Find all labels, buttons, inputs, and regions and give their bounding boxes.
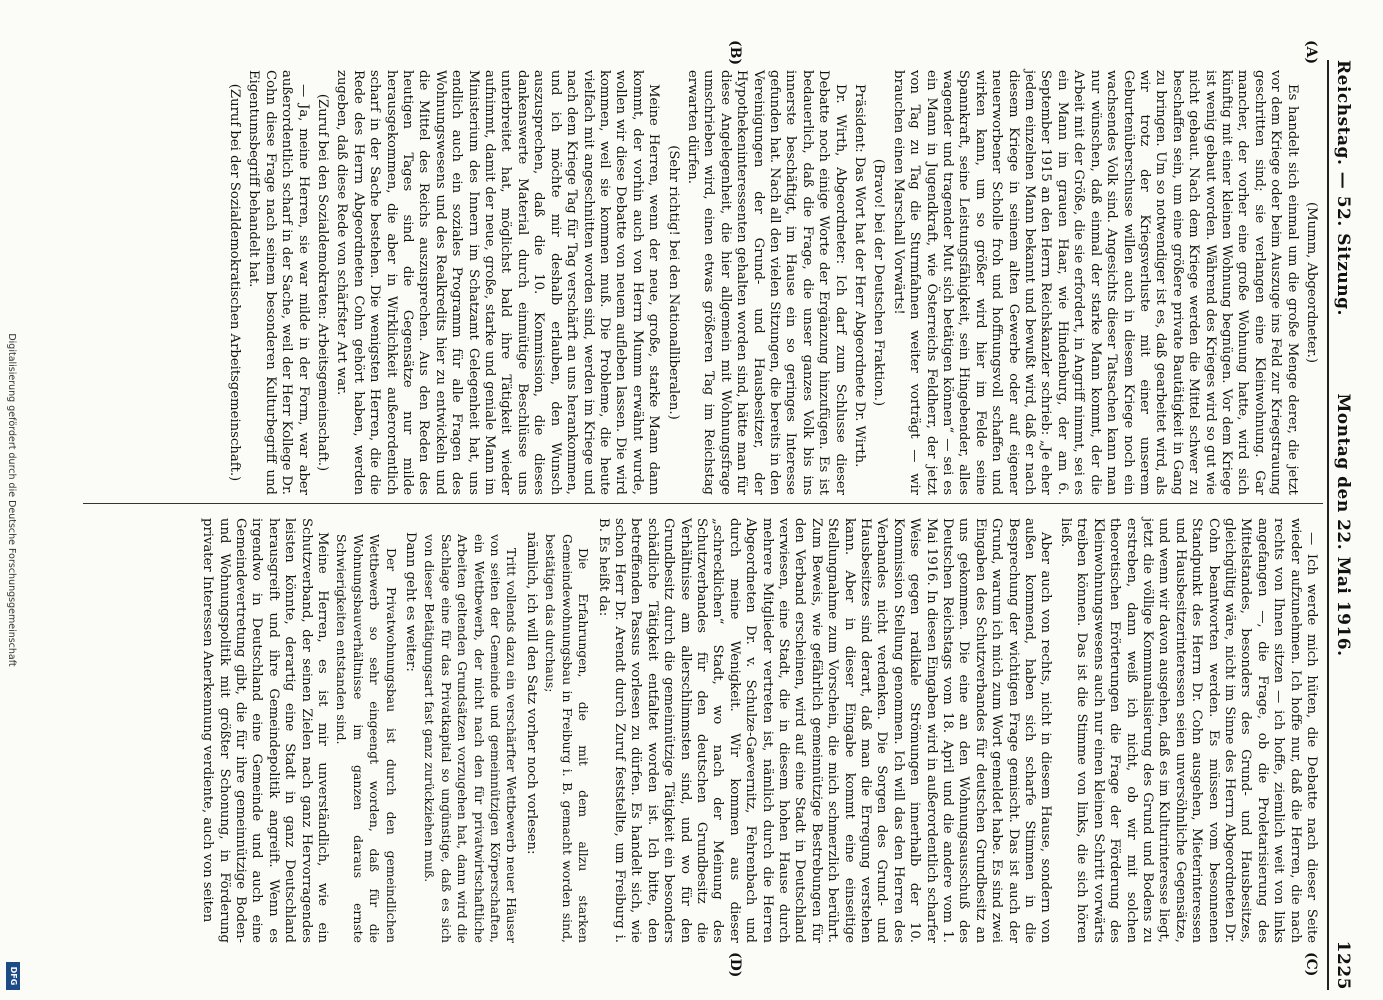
speaker-attribution: (Mumm, Abgeordneter.) bbox=[1304, 201, 1319, 364]
paragraph: — Ich werde mich hüten, die Debatte nach dieser Seite wieder aufzunehmen. Ich hoffe nur, daß die Herren, die nach rechts von Ihnen sitzen — ich hoffe, ziemlich weit von links angefangen —, die Frage, ob die Proletarisierung des Mittelstandes, besonders des Grund- und Hausbesitzes, gleichgültig wäre, nicht im Sinne des Herrn Abgeordneten Dr. Cohn beantworten werden. Es müssen vom besonnenen Standpunkt des Herrn Dr. Cohn ausgehen, Mieterinteressen und Hausbesitzerinteressen seien unversöhnliche Gegensätze, und wenn wir davon ausgehen, daß es im Kulturinteresse liegt, jetzt die völlige Kommunalisierung des Grund und Bodens zu erstreben, dann weiß ich nicht, ob wir mit solchen theoretischen Erörterungen die Frage der Förderung des Kleinwohnungswesens auch nur einen kleinen Schritt vorwärts treiben können. Das ist die Stimme von links, die sich hören ließ. bbox=[1057, 518, 1319, 943]
digitization-credit: Digitalisierung gefördert durch die Deutsche Forschungsgemeinschaft bbox=[6, 333, 17, 667]
column-divider bbox=[83, 503, 1323, 504]
paragraph: Dr. Wirth, Abgeordneter: Ich darf zum Schlusse dieser Debatte noch einige Worte der Ergänzung hinzufügen. Es ist bedauerlich, daß die Frage, die unser ganzes Volk bis ins innerste beschäftigt, im Hause ein so geringes Interesse gefunden hat. Nach all den vielen Sitzungen, die bereits in den Vereinigungen der Grund- und Hausbesitzer, der Hypothekeninteressenten gehalten worden sind, hätte man für diese Angelegenheit, die hier allgemein mit Wohnungsfrage umschrieben wird, einen etwas größeren Tag im Reichstag erwarten dürfen. bbox=[684, 70, 848, 495]
quotation: Die Erfahrungen, die mit dem allzu starken Gemeindewohnungsbau in Freiburg i. B. gemacht worden sind, bestätigen das durchaus; bbox=[543, 534, 592, 943]
interjection-note: (Sehr richtig! bei den Nationalliberalen.) bbox=[665, 145, 681, 420]
margin-marker-d: (D) bbox=[727, 952, 743, 978]
president-line: Präsident: Das Wort hat der Herr Abgeordnete Dr. Wirth. bbox=[852, 84, 868, 468]
page-header bbox=[1331, 60, 1357, 990]
quotation: Der Privatwohnungsbau ist durch den gemeindlichen Wettbewerb so sehr eingeengt worden, daß für die Wohnungsbauverhältnisse im ganzen daraus ernste Schwierigkeiten entstanden sind. bbox=[334, 534, 399, 943]
interjection-note: (Zuruf bei der Sozialdemokratischen Arbeitsgemeinschaft.) bbox=[227, 83, 242, 482]
left-column bbox=[223, 70, 1319, 495]
paragraph: nämlich, ich will den Satz vorher noch vorlesen: bbox=[523, 532, 539, 855]
paragraph: Meine Herren, wenn der neue, große, starke Mann dann kommt, der vorhin auch von Herrn Mumm erwähnt wurde, wollen wir diese Debatte von neuem aufleben lassen. Die wird kommen, weil sie kommen muß. Die Probleme, die heute vielfach mit angeschnitten worden sind, werden im Kriege und nach dem Kriege Tag für Tag verschärft an uns herankommen, und ich möchte mir deshalb erlauben, den Wunsch auszusprechen, daß die 10. Kommission, die dieses dankenswerte Material durch einmütige Beschlüsse uns unterbreitet hat, möglichst bald ihre Tätigkeit wieder aufnimmt, damit der neue, große, starke und geniale Mann im Ministerium des Innern im Schatzamt Gelegenheit hat, uns endlich auch ein soziales Programm für alle Fragen des Wohnungswesens und des Realkredits hier zu entwickeln und die Mittel des Reichs auszusprechen. Aus den Reden des heutigen Tages sind die Gegensätze nur milde herausgekommen, die aber in Wirklichkeit außerordentlich scharf in der Sache bestehen. Die wenigsten Herren, die die Rede des Herrn Abgeordneten Cohn gehört haben, werden zugeben, daß diese Rede von schärfster Art war. bbox=[334, 70, 662, 495]
dfg-logo: DFG bbox=[6, 962, 20, 990]
applause-note: (Bravo! bei der Deutschen Fraktion.) bbox=[871, 158, 887, 407]
margin-marker-a: (A) bbox=[1303, 40, 1319, 65]
paragraph: Meine Herren, es ist mir unverständlich, wie ein Schutzverband, der seinen Zielen nach ganz Hervorragendes leisten könnte, derartig eine Stadt in ganz Deutschland herausgreift und ihre Gemeindepolitik angreift. Wenn es irgendwo in Deutschland eine Gemeinde und auch eine Gemeindevertretung gibt, die für ihre gemeinnützige Boden- und Wohnungspolitik mit größter Schonung, in Förderung privater Interessen Anerkennung verdiente, auch von seiten bbox=[200, 518, 331, 943]
header-rule bbox=[1327, 60, 1329, 990]
quotation: Tritt vollends dazu ein verschärfter Wettbewerb neuer Häuser von seiten der Gemeinde und gemeinnützigen Körperschaften, ein Wettbewerb, der nicht nach den für privatwirtschaftliche Arbeiten geltenden Grundsätzen vorzugehen hat, dann wird die Sachlage eine für das Privatkapital so ungünstige, daß es sich von dieser Betätigungsart fast ganz zurückziehen muß. bbox=[422, 534, 520, 943]
header-date: Montag den 22. Mai 1916. bbox=[1333, 393, 1353, 657]
interjection-note: (Zuruf bei den Sozialdemokraten: Arbeitsgemeinschaft.) bbox=[315, 93, 331, 472]
paragraph: Es handelt sich einmal um die große Menge derer, die jetzt vor dem Kriege oder beim Auszuge ins Feld zur Kriegstrauung geschritten sind; sie verlangen eine Kleinwohnung. Gar mancher, der vorher eine große Wohnung hatte, wird sich künftig mit einer kleinen Wohnung begnügen. Vor dem Kriege ist wenig gebaut worden. Während des Krieges wird so gut wie nicht gebaut. Nach dem Kriege werden die Mittel schwer zu beschaffen sein, um eine größere private Bautätigkeit in Gang zu bringen. Um so notwendiger ist es, daß gearbeitet wird, als wir trotz der Kriegsverluste mit einer unserem Geburtenüberschusse willen auch in diesem Kriege noch ein wachsendes Volk sind. Angesichts dieser Tatsachen kann man nur wünschen, daß einmal der starke Mann kommt, der die Arbeit mit der Größe, die sie erfordert, in Angriff nimmt, sei es ein Mann im grauen Haar, wie Hindenburg, der am 6. September 1915 an den Herrn Reichskanzler schrieb: „Je eher jedem einzelnen Mann bekannt und bewußt wird, daß er nach diesem Kriege in seinem alten Gewerbe oder auf eigener neuerworbener Scholle froh und hoffnungsvoll schaffen und wirken kann, um so größer wird hier im Felde seine Spannkraft, seine Leistungsfähigkeit, sein Hingebender, alles wagender und tragender Mut sich betätigen können“ — sei es ein Mann in Jugendkraft, wie Österreichs Feldherr, der jetzt von Tag zu Tag die Sturmfahnen weiter vorträgt — wir brauchen einen Marschall Vorwärts! bbox=[890, 70, 1300, 495]
page-number: 1225 bbox=[1333, 940, 1353, 990]
margin-marker-b: (B) bbox=[727, 40, 743, 66]
paragraph: Dann geht es weiter: bbox=[403, 532, 419, 672]
header-left: Reichstag. — 52. Sitzung. bbox=[1333, 60, 1353, 316]
paragraph: — Ja, meine Herren, sie war milde in der Form, war aber außerordentlich scharf in der Sache, weil der Herr Kollege Dr. Cohn diese Frage nach seinem besonderen Kulturbegriff und Eigentumsbegriff behandelt hat. bbox=[246, 70, 311, 495]
margin-marker-c: (C) bbox=[1303, 952, 1319, 977]
right-column bbox=[196, 518, 1319, 943]
paragraph: Aber auch von rechts, nicht in diesem Hause, sondern von außen kommend, haben sich scharfe Stimmen in die Besprechung der wichtigen Frage gemischt. Das ist auch der Grund, warum ich mich zum Wort gemeldet habe. Es sind zwei Eingaben des Schutzverbandes für deutschen Grundbesitz an uns gekommen. Die eine an den Wohnungsausschuß des Deutschen Reichstags vom 18. April und die andere vom 1. Mai 1916. In diesen Eingaben wird in außerordentlich scharfer Weise gegen radikale Strömungen innerhalb der 10. Kommission Stellung genommen. Ich will das den Herren des Verbandes nicht verdenken. Die Sorgen des Grund- und Hausbesitzes sind derart, daß man die Erregung verstehen kann. Aber in dieser Eingabe kommt eine einseitige Stellungnahme zum Vorschein, die mich schmerzlich berührt. Zum Beweis, wie gefährlich gemeinnützige Bestrebungen für den Verband erscheinen, wird auf eine Stadt in Deutschland verwiesen, eine Stadt, die in diesem hohen Hause durch mehrere Mitglieder vertreten ist, nämlich durch die Herren Abgeordneten Dr. v. Schulze-Gaevernitz, Fehrenbach und durch meine Wenigkeit. Wir kommen aus dieser „schrecklichen“ Stadt, wo nach der Meinung des Schutzverbandes für den deutschen Grundbesitz die Verhältnisse am allerschlimmsten sind, und wo für den Grundbesitz durch die gemeinnützige Tätigkeit ein besonders schädliche Tätigkeit entfaltet worden ist. Ich bitte, den betreffenden Passus vorlesen zu dürfen. Es handelt sich, wie schon Herr Dr. Arendt durch Zuruf feststellte, um Freiburg i. B. Es heißt da: bbox=[595, 518, 1054, 943]
